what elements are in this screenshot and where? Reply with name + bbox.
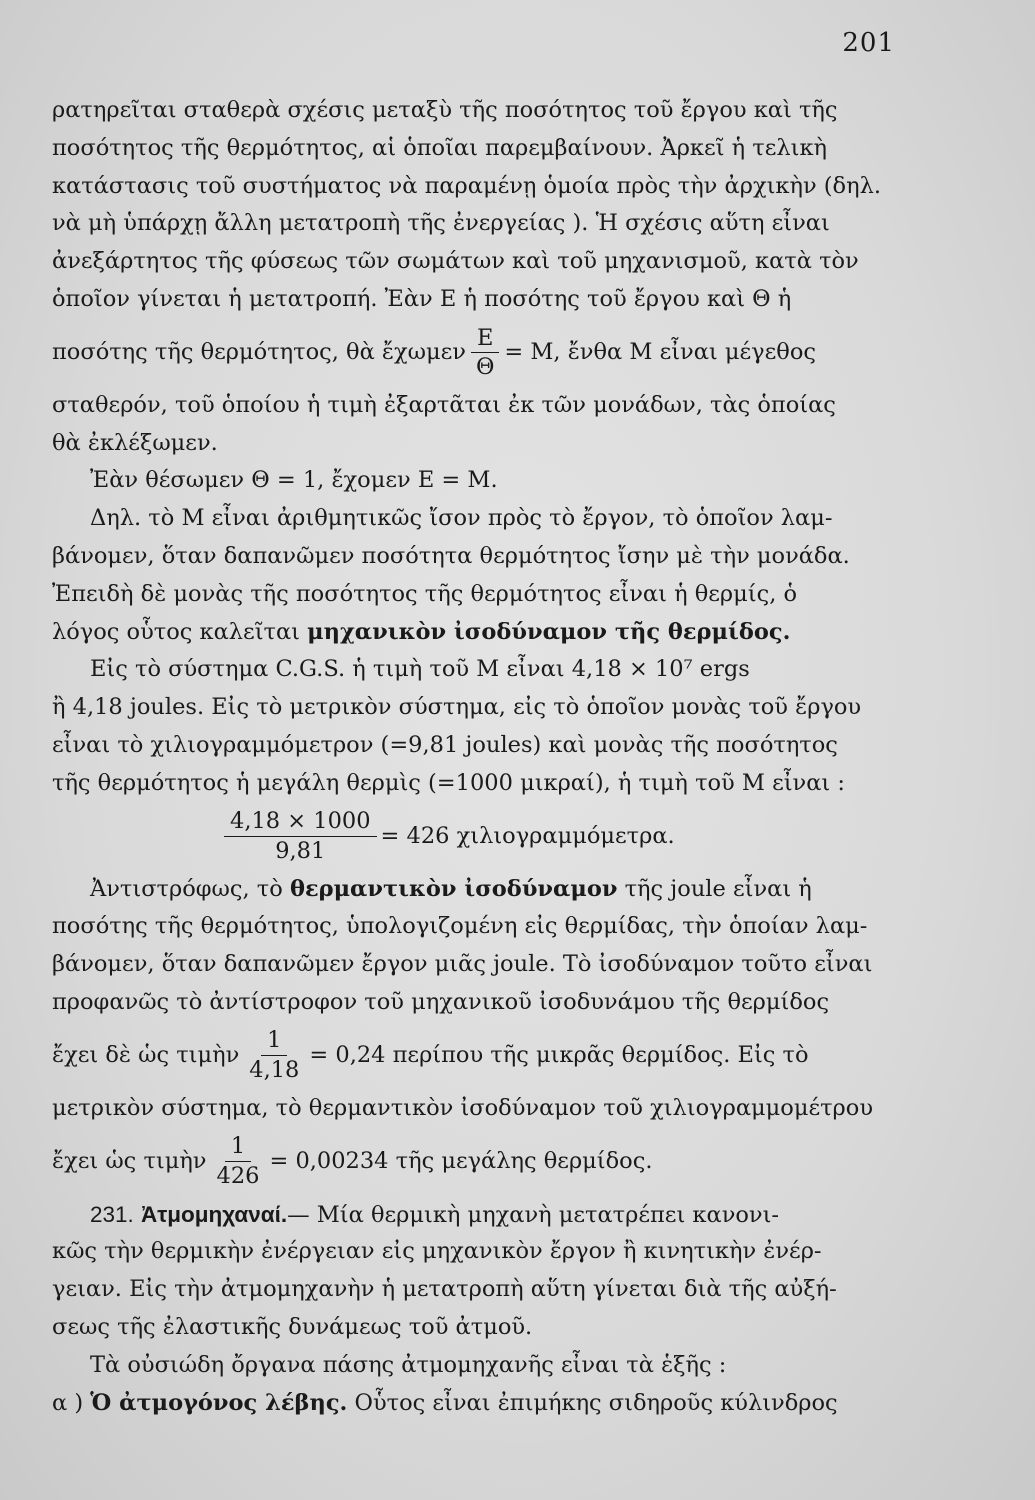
fraction-numerator: 1 (225, 1134, 251, 1162)
fraction-denominator: 9,81 (275, 838, 326, 865)
equation-lead-text: ποσότης τῆς θερμότητος, θὰ ἔχωμεν (52, 338, 466, 365)
text-line: βάνομεν, ὅταν δαπανῶμεν ποσότητα θερμότητος ἴσην μὲ τὴν μονάδα. (52, 542, 850, 569)
equation-426 (52, 803, 892, 871)
text-line: νὰ μὴ ὑπάρχῃ ἄλλη μετατροπὴ τῆς ἐνεργείας ). Ἡ σχέσις αὕτη εἶναι (52, 210, 830, 237)
section-heading-line (52, 1196, 892, 1234)
equation-tail-text: = Μ, ἔνθα Μ εἶναι μέγεθος (504, 338, 816, 365)
fraction-numerator: 4,18 × 1000 (224, 809, 377, 837)
section-number: 231. (90, 1201, 134, 1227)
text-span: τῆς joule εἶναι ἡ (624, 875, 812, 902)
text-line: ποσότης τῆς θερμότητος, ὑπολογιζομένη εἰς θερμίδας, τὴν ὁποίαν λαμ- (52, 913, 868, 940)
text-line: ποσότητος τῆς θερμότητος, αἱ ὁποῖαι παρεμβαίνουν. Ἀρκεῖ ἡ τελικὴ (52, 134, 827, 161)
bold-term: θερμαντικὸν ἰσοδύναμον (289, 875, 618, 902)
text-span: Οὗτος εἶναι ἐπιμήκης σιδηροῦς κύλινδρος (354, 1389, 838, 1416)
list-item-a (52, 1385, 892, 1423)
text-span: — Μία θερμικὴ μηχανὴ μετατρέπει κανονι- (287, 1201, 780, 1228)
bold-term: μηχανικὸν ἰσοδύναμον τῆς θερμίδος. (307, 618, 791, 645)
text-line: μετρικὸν σύστημα, τὸ θερμαντικὸν ἰσοδύναμον τοῦ χιλιογραμμομέτρου (52, 1094, 874, 1121)
text-line: κατάστασις τοῦ συστήματος νὰ παραμένῃ ὁμοία πρὸς τὴν ἀρχικὴν (δηλ. (52, 172, 881, 199)
equation-tail-text: = 0,24 περίπου τῆς μικρᾶς θερμίδος. Εἰς τὸ (309, 1041, 809, 1068)
mechanical-equivalent-line (52, 614, 892, 652)
text-line: ἢ 4,18 joules. Εἰς τὸ μετρικὸν σύστημα, εἰς τὸ ὁποῖον μονὰς τοῦ ἔργου (52, 694, 862, 721)
text-line: προφανῶς τὸ ἀντίστροφον τοῦ μηχανικοῦ ἰσοδυνάμου τῆς θερμίδος (52, 988, 830, 1015)
list-label: α ) (52, 1389, 84, 1416)
text-line: Τὰ οὐσιώδη ὄργανα πάσης ἀτμομηχανῆς εἶναι τὰ ἑξῆς : (90, 1351, 727, 1378)
text-line: σεως τῆς ἐλαστικῆς δυνάμεως τοῦ ἀτμοῦ. (52, 1313, 533, 1340)
equation-lead-text: ἔχει ὡς τιμὴν (52, 1147, 207, 1174)
text-line: Ἐπειδὴ δὲ μονὰς τῆς ποσότητος τῆς θερμότητος εἶναι ἡ θερμίς, ὁ (52, 580, 798, 607)
fraction (224, 809, 377, 864)
text-line: ὁποῖον γίνεται ἡ μετατροπή. Ἐὰν Ε ἡ ποσότης τοῦ ἔργου καὶ Θ ἡ (52, 285, 792, 312)
text-line: σταθερόν, τοῦ ὁποίου ἡ τιμὴ ἐξαρτᾶται ἐκ τῶν μονάδων, τὰς ὁποίας (52, 391, 836, 418)
equation-000234 (52, 1128, 892, 1196)
equation-lead-text: ἔχει δὲ ὡς τιμὴν (52, 1041, 240, 1068)
text-line: γειαν. Εἰς τὴν ἀτμομηχανὴν ἡ μετατροπὴ αὕτη γίνεται διὰ τῆς αὐξή- (52, 1276, 837, 1303)
text-span: Ἀντιστρόφως, τὸ (90, 875, 283, 902)
text-line: Εἰς τὸ σύστημα C.G.S. ἡ τιμὴ τοῦ Μ εἶναι 4,18 × 10⁷ ergs (90, 656, 750, 683)
body-text (52, 92, 892, 1422)
text-line: τῆς θερμότητος ἡ μεγάλη θερμὶς (=1000 μικραί), ἡ τιμὴ τοῦ Μ εἶναι : (52, 769, 845, 796)
text-line: Δηλ. τὸ Μ εἶναι ἀριθμητικῶς ἴσον πρὸς τὸ ἔργον, τὸ ὁποῖον λαμ- (90, 505, 833, 532)
equation-e-over-theta (52, 319, 892, 387)
fraction-numerator: Ε (471, 326, 499, 354)
text-line: θὰ ἐκλέξωμεν. (52, 429, 218, 456)
text-line: ἀνεξάρτητος τῆς φύσεως τῶν σωμάτων καὶ τοῦ μηχανισμοῦ, κατὰ τὸν (52, 248, 859, 275)
fraction-numerator: 1 (261, 1028, 287, 1056)
text-line: βάνομεν, ὅταν δαπανῶμεν ἔργον μιᾶς joule. Τὸ ἰσοδύναμον τοῦτο εἶναι (52, 951, 873, 978)
text-line: εἶναι τὸ χιλιογραμμόμετρον (=9,81 joules) καὶ μονὰς τῆς ποσότητος (52, 731, 838, 758)
equation-024 (52, 1022, 892, 1090)
text-line: Ἐὰν θέσωμεν Θ = 1, ἔχομεν Ε = Μ. (90, 467, 498, 494)
text-span: λόγος οὗτος καλεῖται (52, 618, 300, 645)
fraction-denominator: Θ (475, 354, 495, 381)
text-line: κῶς τὴν θερμικὴν ἐνέργειαν εἰς μηχανικὸν ἔργον ἢ κινητικὴν ἐνέρ- (52, 1238, 822, 1265)
equation-tail-text: = 0,00234 τῆς μεγάλης θερμίδος. (269, 1147, 653, 1174)
bold-term: Ὁ ἀτμογόνος λέβης. (90, 1389, 348, 1416)
equation-tail-text: = 426 χιλιογραμμόμετρα. (380, 822, 675, 849)
section-title: Ἀτμομηχαναί. (140, 1201, 288, 1227)
fraction (470, 326, 500, 381)
fraction (243, 1028, 305, 1083)
page-number: 201 (842, 28, 895, 58)
fraction-denominator: 4,18 (249, 1057, 300, 1084)
text-line: ρατηρεῖται σταθερὰ σχέσις μεταξὺ τῆς ποσότητος τοῦ ἔργου καὶ τῆς (52, 97, 838, 123)
fraction (211, 1134, 266, 1189)
fraction-denominator: 426 (216, 1163, 260, 1190)
thermal-equivalent-line (52, 871, 892, 909)
